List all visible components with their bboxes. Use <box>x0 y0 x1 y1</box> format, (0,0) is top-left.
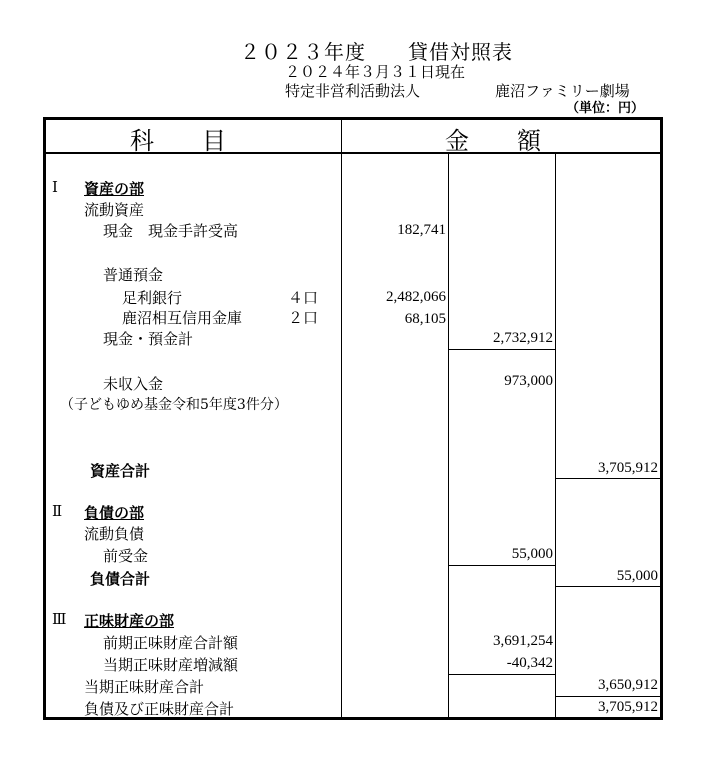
net-assets-section-title: 正味財産の部 <box>84 612 175 630</box>
advance-received-label: 前受金 <box>103 547 149 565</box>
net-assets-change-value: -40,342 <box>506 655 553 671</box>
unit-label: （単位：円） <box>566 101 645 116</box>
assets-section-number: Ⅰ <box>52 178 58 196</box>
organization-name: 鹿沼ファミリー劇場 <box>495 82 630 100</box>
receivable-value: 973,000 <box>504 373 553 389</box>
liabilities-section-title: 負債の部 <box>84 504 145 522</box>
report-date: ２０２４年３月３１日現在 <box>285 63 466 81</box>
current-liabilities-label: 流動負債 <box>84 525 145 543</box>
bank2-count: ２口 <box>288 309 319 327</box>
grand-total-label: 負債及び正味財産合計 <box>84 700 235 718</box>
receivable-label: 未収入金 <box>103 375 164 393</box>
assets-total-value: 3,705,912 <box>598 460 658 476</box>
column-header-amount: 金 額 <box>445 127 541 155</box>
assets-section-title: 資産の部 <box>84 180 145 198</box>
current-assets-label: 流動資産 <box>84 201 145 219</box>
grand-total-value: 3,705,912 <box>598 699 658 715</box>
column-header-subject: 科 目 <box>130 127 226 155</box>
net-assets-section-number: Ⅲ <box>52 610 67 628</box>
prior-net-assets-label: 前期正味財産合計額 <box>103 634 239 652</box>
assets-total-label: 資産合計 <box>90 462 151 480</box>
prior-net-assets-value: 3,691,254 <box>493 633 553 649</box>
cash-deposit-total-value: 2,732,912 <box>493 330 553 346</box>
organization-type: 特定非営利活動法人 <box>285 82 421 100</box>
bank2-name: 鹿沼相互信用金庫 <box>122 309 243 327</box>
current-net-assets-total-value: 3,650,912 <box>598 677 658 693</box>
liabilities-section-number: Ⅱ <box>52 502 63 520</box>
receivable-note: （子どもゆめ基金令和5年度3件分） <box>60 397 288 413</box>
bank1-value: 2,482,066 <box>386 289 446 305</box>
advance-received-value: 55,000 <box>511 546 553 562</box>
cash-label: 現金 現金手許受高 <box>103 222 239 240</box>
cash-deposit-total-label: 現金・預金計 <box>103 330 194 348</box>
deposit-label: 普通預金 <box>103 266 164 284</box>
net-assets-change-label: 当期正味財産増減額 <box>103 656 239 674</box>
liabilities-total-value: 55,000 <box>616 568 658 584</box>
liabilities-total-label: 負債合計 <box>90 570 151 588</box>
document-title: ２０２３年度 貸借対照表 <box>240 40 513 64</box>
cash-value: 182,741 <box>397 222 446 238</box>
current-net-assets-total-label: 当期正味財産合計 <box>84 678 205 696</box>
bank1-count: ４口 <box>288 289 319 307</box>
bank1-name: 足利銀行 <box>122 289 183 307</box>
bank2-value: 68,105 <box>404 311 446 327</box>
